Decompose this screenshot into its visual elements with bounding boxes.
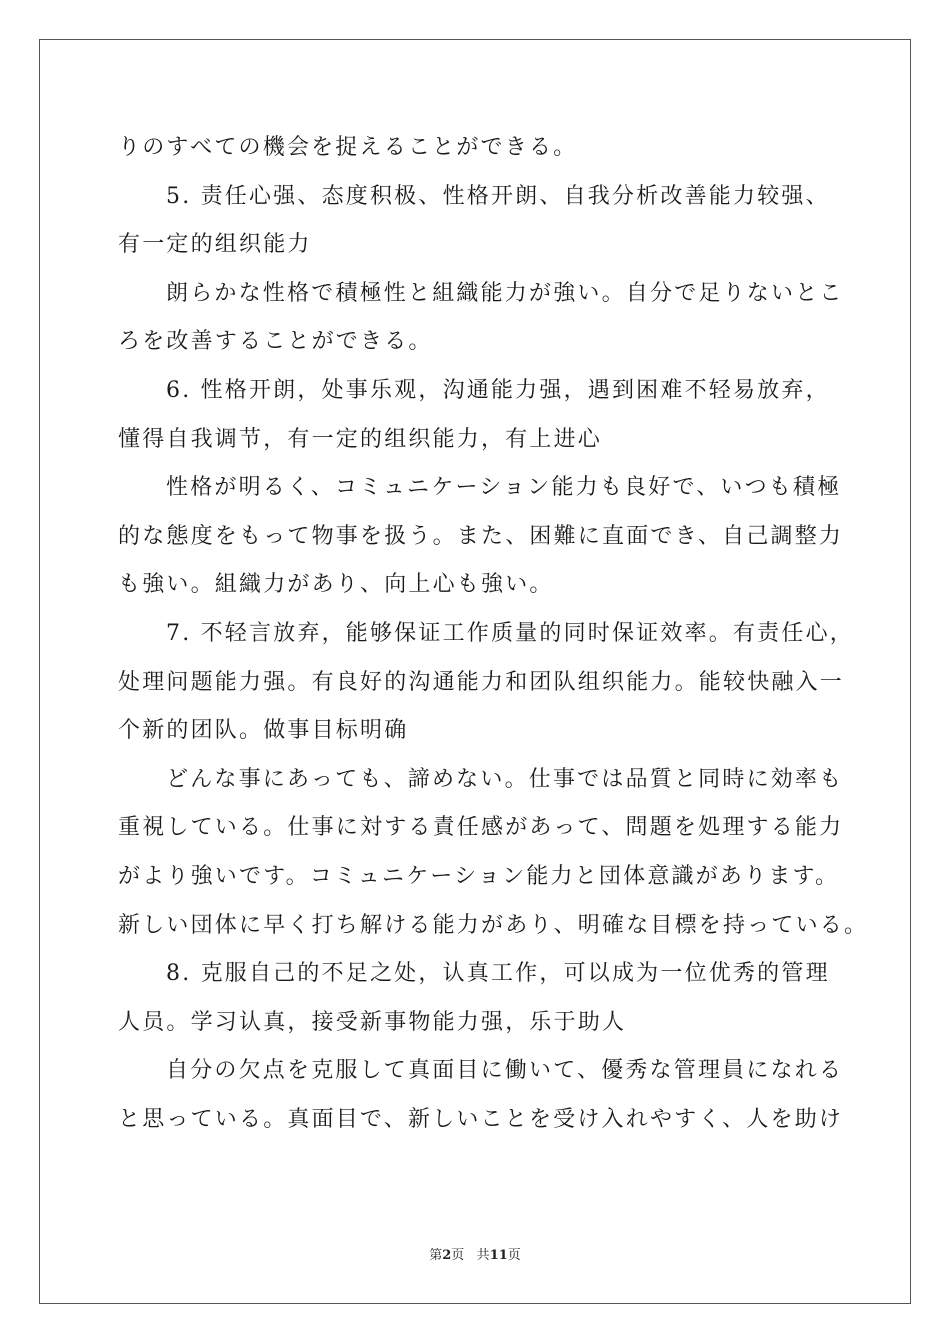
text-line: 人员。学习认真，接受新事物能力强，乐于助人 <box>118 1009 627 1035</box>
text-line: 自分の欠点を克服して真面目に働いて、優秀な管理員になれる <box>166 1058 844 1084</box>
text-line: どんな事にあっても、諦めない。仕事では品質と同時に効率も <box>166 766 844 792</box>
text-line: 新しい団体に早く打ち解ける能力があり、明確な目標を持っている。 <box>118 912 869 938</box>
text-line: 6. 性格开朗，处事乐观，沟通能力强，遇到困难不轻易放弃， <box>166 377 830 403</box>
total-pages: 11 <box>489 1248 508 1263</box>
document-body <box>118 124 869 1144</box>
total-suffix: 页 <box>507 1248 521 1263</box>
text-line: 性格が明るく、コミュニケーション能力も良好で、いつも積極 <box>166 475 842 501</box>
text-line: 朗らかな性格で積極性と組織能力が強い。自分で足りないとこ <box>166 280 844 306</box>
text-line: ろを改善することができる。 <box>118 329 433 355</box>
text-line: も強い。組織力があり、向上心も強い。 <box>118 572 554 598</box>
text-line: 处理问题能力强。有良好的沟通能力和团队组织能力。能较快融入一 <box>118 669 845 695</box>
text-line: 7. 不轻言放弃，能够保证工作质量的同时保证效率。有责任心， <box>166 620 854 646</box>
text-line: りのすべての機会を捉えることができる。 <box>118 135 578 160</box>
page-footer <box>0 1247 950 1265</box>
page-suffix: 页 <box>451 1248 465 1263</box>
text-line: がより強いです。コミュニケーション能力と団体意識があります。 <box>118 863 840 889</box>
page-prefix: 第 <box>429 1248 443 1263</box>
text-line: 个新的团队。做事目标明确 <box>118 718 409 744</box>
text-line: 的な態度をもって物事を扱う。また、困難に直面でき、自己調整力 <box>118 523 844 549</box>
text-line: 重視している。仕事に対する責任感があって、問題を処理する能力 <box>118 815 844 841</box>
text-line: 8. 克服自己的不足之处，认真工作，可以成为一位优秀的管理 <box>166 961 830 987</box>
text-line: 有一定的组织能力 <box>118 232 312 258</box>
page-number: 2 <box>442 1248 452 1263</box>
text-line: 5. 责任心强、态度积极、性格开朗、自我分析改善能力较强、 <box>166 183 830 209</box>
total-prefix: 共 <box>476 1248 490 1263</box>
text-line: 懂得自我调节，有一定的组织能力，有上进心 <box>118 426 603 452</box>
text-line: と思っている。真面目で、新しいことを受け入れやすく、人を助け <box>118 1106 844 1132</box>
